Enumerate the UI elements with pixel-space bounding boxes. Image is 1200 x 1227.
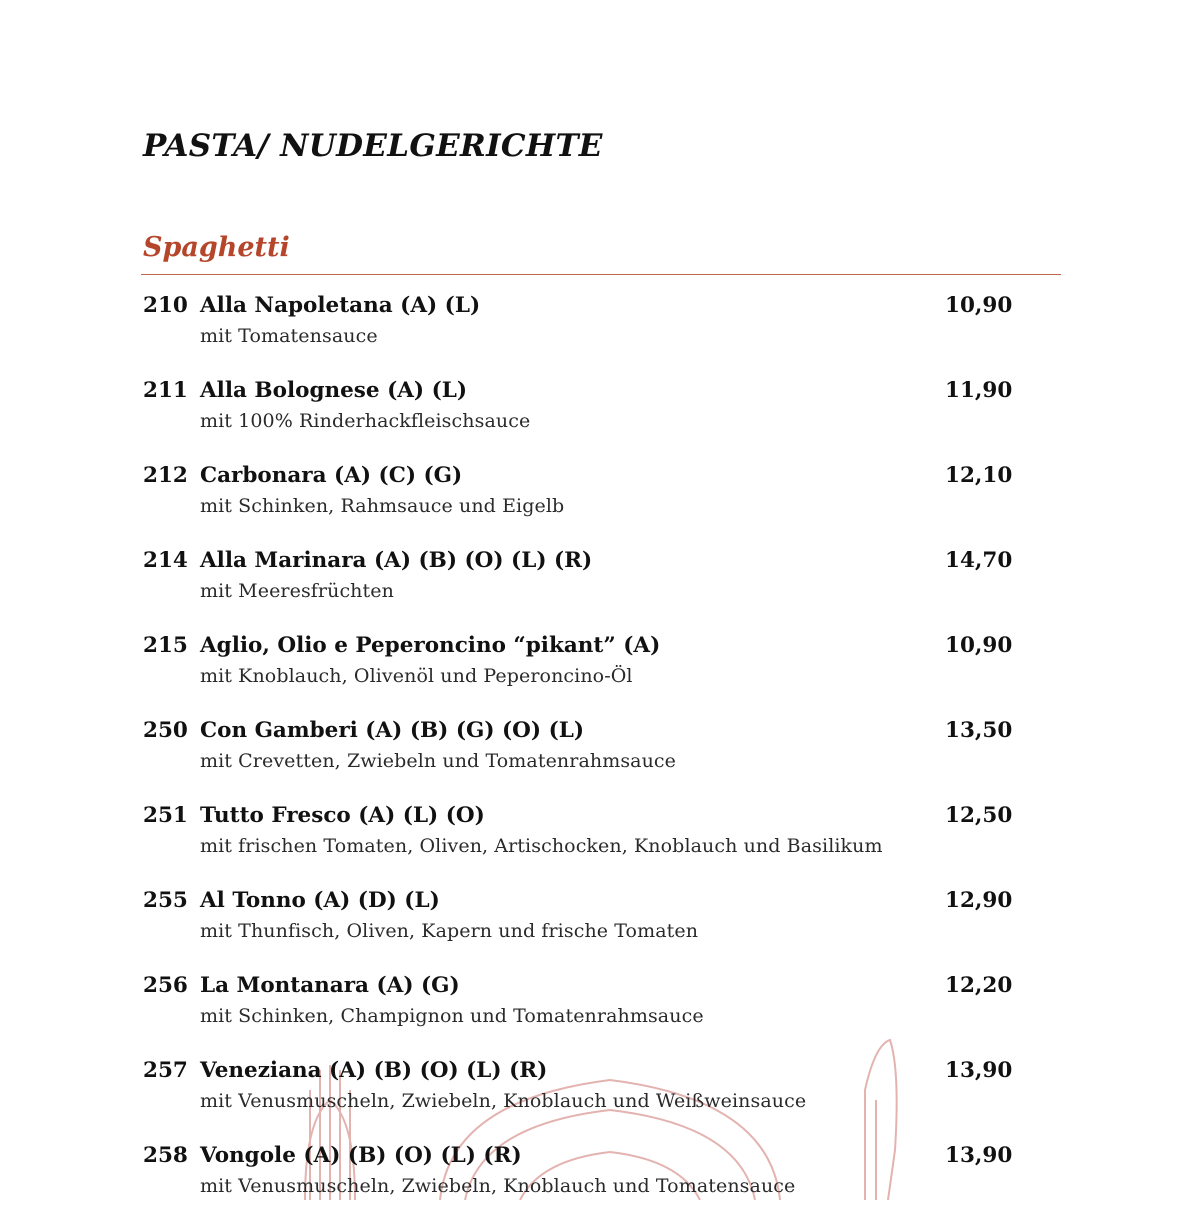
- item-number: 250: [143, 718, 188, 743]
- item-price: 10,90: [945, 293, 1013, 318]
- item-price: 12,20: [945, 973, 1013, 998]
- item-description: mit Venusmuscheln, Zwiebeln, Knoblauch und Tomatensauce: [200, 1175, 796, 1197]
- item-description: mit Knoblauch, Olivenöl und Peperoncino-Öl: [200, 665, 633, 687]
- item-description: mit Thunfisch, Oliven, Kapern und frische Tomaten: [200, 920, 699, 942]
- item-number: 210: [143, 293, 188, 318]
- item-price: 12,90: [945, 888, 1013, 913]
- menu-item: [143, 292, 1023, 377]
- item-description: mit 100% Rinderhackfleischsauce: [200, 410, 531, 432]
- menu-item: [143, 887, 1023, 972]
- item-price: 11,90: [945, 378, 1013, 403]
- item-name: Al Tonno (A) (D) (L): [200, 888, 440, 913]
- item-number: 215: [143, 633, 188, 658]
- item-description: mit frischen Tomaten, Oliven, Artischocken, Knoblauch und Basilikum: [200, 835, 883, 857]
- menu-item: [143, 547, 1023, 632]
- section-divider: [141, 274, 1061, 275]
- item-number: 251: [143, 803, 188, 828]
- item-name: Alla Napoletana (A) (L): [200, 293, 481, 318]
- item-number: 212: [143, 463, 188, 488]
- menu-item: [143, 1142, 1023, 1227]
- item-name: Con Gamberi (A) (B) (G) (O) (L): [200, 718, 585, 743]
- item-name: Veneziana (A) (B) (O) (L) (R): [200, 1058, 548, 1083]
- item-number: 214: [143, 548, 188, 573]
- item-description: mit Venusmuscheln, Zwiebeln, Knoblauch und Weißweinsauce: [200, 1090, 807, 1112]
- menu-item: [143, 1057, 1023, 1142]
- item-number: 211: [143, 378, 188, 403]
- item-name: Alla Marinara (A) (B) (O) (L) (R): [200, 548, 593, 573]
- menu-item: [143, 377, 1023, 462]
- item-name: Aglio, Olio e Peperoncino “pikant” (A): [200, 633, 661, 658]
- item-number: 257: [143, 1058, 188, 1083]
- item-price: 13,50: [945, 718, 1013, 743]
- item-price: 10,90: [945, 633, 1013, 658]
- item-description: mit Tomatensauce: [200, 325, 378, 347]
- menu-item-list: [143, 292, 1023, 1227]
- menu-item: [143, 802, 1023, 887]
- item-name: Alla Bolognese (A) (L): [200, 378, 468, 403]
- item-number: 255: [143, 888, 188, 913]
- item-description: mit Meeresfrüchten: [200, 580, 394, 602]
- item-name: Carbonara (A) (C) (G): [200, 463, 463, 488]
- item-description: mit Schinken, Rahmsauce und Eigelb: [200, 495, 565, 517]
- menu-item: [143, 462, 1023, 547]
- item-name: Tutto Fresco (A) (L) (O): [200, 803, 485, 828]
- item-price: 12,10: [945, 463, 1013, 488]
- item-price: 14,70: [945, 548, 1013, 573]
- item-name: Vongole (A) (B) (O) (L) (R): [200, 1143, 522, 1168]
- item-number: 258: [143, 1143, 188, 1168]
- menu-item: [143, 717, 1023, 802]
- item-number: 256: [143, 973, 188, 998]
- item-description: mit Crevetten, Zwiebeln und Tomatenrahmsauce: [200, 750, 677, 772]
- section-title: Spaghetti: [143, 232, 290, 263]
- item-price: 12,50: [945, 803, 1013, 828]
- item-price: 13,90: [945, 1143, 1013, 1168]
- page-title: PASTA/ NUDELGERICHTE: [143, 128, 603, 164]
- menu-item: [143, 972, 1023, 1057]
- menu-item: [143, 632, 1023, 717]
- item-description: mit Schinken, Champignon und Tomatenrahmsauce: [200, 1005, 704, 1027]
- item-price: 13,90: [945, 1058, 1013, 1083]
- item-name: La Montanara (A) (G): [200, 973, 460, 998]
